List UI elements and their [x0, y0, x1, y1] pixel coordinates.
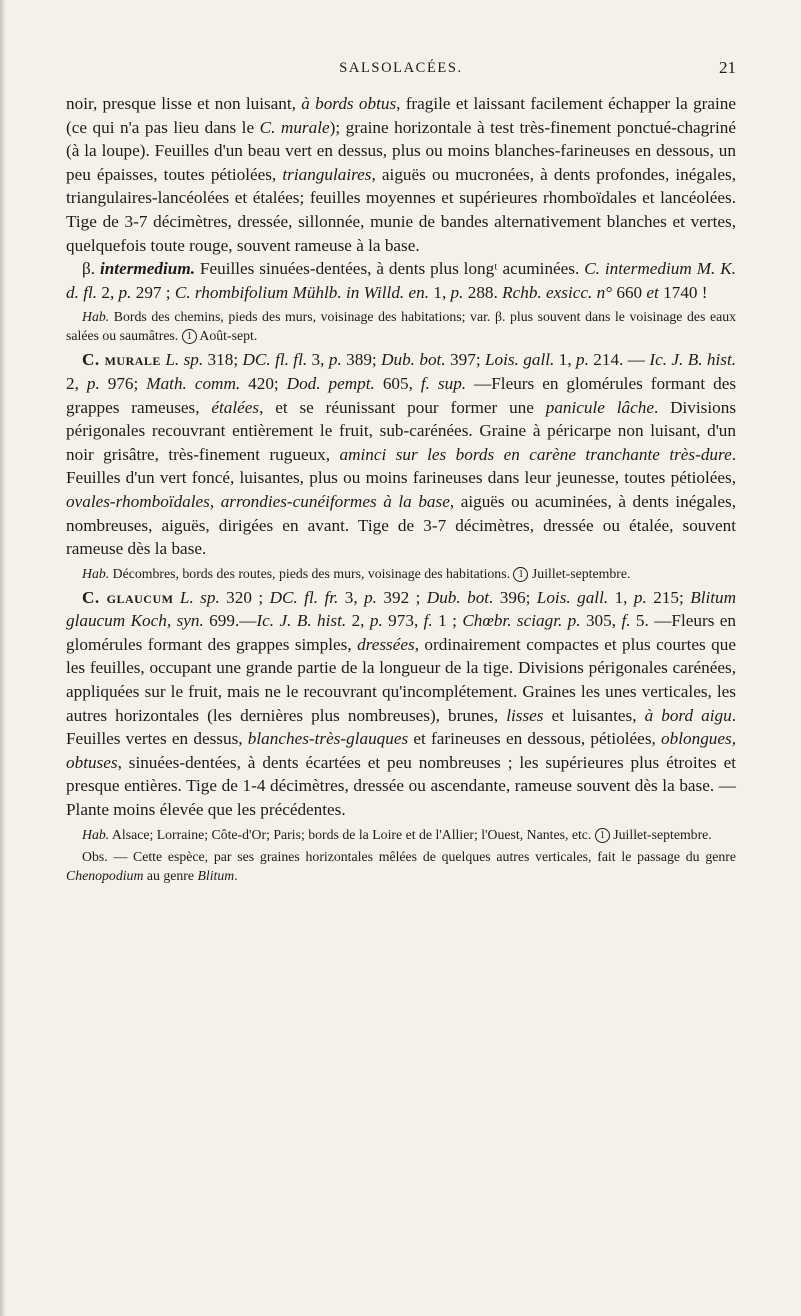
species-name: C. glaucum	[82, 587, 174, 607]
paragraph-observation: Obs. — Cette espèce, par ses graines horizontales mêlées de quelques autres verticales, fait le passage du genre Chenopodium au genre Blitum.	[66, 848, 736, 883]
page-header	[66, 58, 736, 82]
paragraph-habitat-1: Hab. Bords des chemins, pieds des murs, voisinage des habitations; var. β. plus souvent dans le voisinage des eaux salées ou saumâtres. 1 Août-sept.	[66, 309, 736, 344]
species-name: C. murale	[82, 350, 161, 370]
perennial-symbol-icon: 1	[595, 828, 610, 843]
paragraph-seed-description: noir, presque lisse et non luisant, à bords obtus, fragile et laissant facilement échapper la graine (ce qui n'a pas lieu dans le C. murale); graine horizontale à test très-finement ponctué-chagriné (à la loupe). Feuilles d'un beau vert en dessus, plus ou moins blanches-farineuses en dessous, un peu épaisses, toutes pétiolées, triangulaires, aiguës ou mucronées, à dents profondes, inégales, triangulaires-lancéolées et étalées; feuilles moyennes et supérieures rhomboïdales et lancéolées. Tige de 3-7 décimètres, dressée, sillonnée, munie de bandes alternativement blanches et vertes, quelquefois toute rouge, souvent rameuse à la base.	[66, 94, 737, 255]
perennial-symbol-icon: 1	[513, 567, 528, 582]
paragraph-species-murale: C. murale L. sp. 318; DC. fl. fl. 3, p. 389; Dub. bot. 397; Lois. gall. 1, p. 214. — Ic. J. B. hist. 2, p. 976; Math. comm. 420; Dod. pempt. 605, f. sup. —Fleurs en glomérules formant des grappes rameuses, étalées, et se réunissant pour former une panicule lâche. Divisions périgonales recouvrant entièrement le fruit, sub-carénées. Graine à péricarpe non luisant, d'un noir grisâtre, très-finement rugueux, aminci sur les bords en carène tranchante très-dure. Feuilles d'un vert foncé, luisantes, plus ou moins farineuses dans leur jeunesse, toutes pétiolées, ovales-rhomboïdales, arrondies-cunéiformes à la base, aiguës ou acuminées, à dents inégales, nombreuses, aiguës, dirigées en avant. Tige de 3-7 décimètres, dressée ou étalée, souvent rameuse dès la base.	[66, 350, 737, 559]
paragraph-species-glaucum: C. glaucum L. sp. 320 ; DC. fl. fr. 3, p. 392 ; Dub. bot. 396; Lois. gall. 1, p. 215; Blitum glaucum Koch, syn. 699.—Ic. J. B. hist. 2, p. 973, f. 1 ; Chœbr. sciagr. p. 305, f. 5. —Fleurs en glomérules formant des grappes simples, dressées, ordinairement compactes et plus courtes que les feuilles, occupant une grande partie de la longueur de la tige. Divisions périgonales carénées, appliquées sur le fruit, mais ne le recouvrant qu'incomplétement. Graines les unes verticales, les autres horizontales (les dernières plus nombreuses), brunes, lisses et luisantes, à bord aigu. Feuilles vertes en dessus, blanches-très-glauques et farineuses en dessous, pétiolées, oblongues, obtuses, sinuées-dentées, à dents écartées et peu nombreuses ; les supérieures plus étroites et presque entières. Tige de 1-4 décimètres, dressée ou ascendante, rameuse souvent dès la base. — Plante moins élevée que les précédentes.	[66, 587, 737, 820]
paragraph-variety-intermedium: β. intermedium. Feuilles sinuées-dentées, à dents plus longᵗ acuminées. C. intermedium M. K. d. fl. 2, p. 297 ; C. rhombifolium Mühlb. in Willd. en. 1, p. 288. Rchb. exsicc. n° 660 et 1740 !	[66, 259, 736, 302]
perennial-symbol-icon: 1	[182, 329, 197, 344]
paragraph-habitat-3: Hab. Alsace; Lorraine; Côte-d'Or; Paris; bords de la Loire et de l'Allier; l'Ouest, Nantes, etc. 1 Juillet-septembre.	[82, 826, 712, 842]
running-title: SALSOLACÉES.	[339, 60, 463, 76]
body-text	[66, 92, 736, 885]
paragraph-habitat-2: Hab. Décombres, bords des routes, pieds des murs, voisinage des habitations. 1 Juillet-septembre.	[82, 565, 631, 581]
page-edge-shadow	[0, 0, 6, 1316]
page-number: 21	[719, 58, 736, 77]
